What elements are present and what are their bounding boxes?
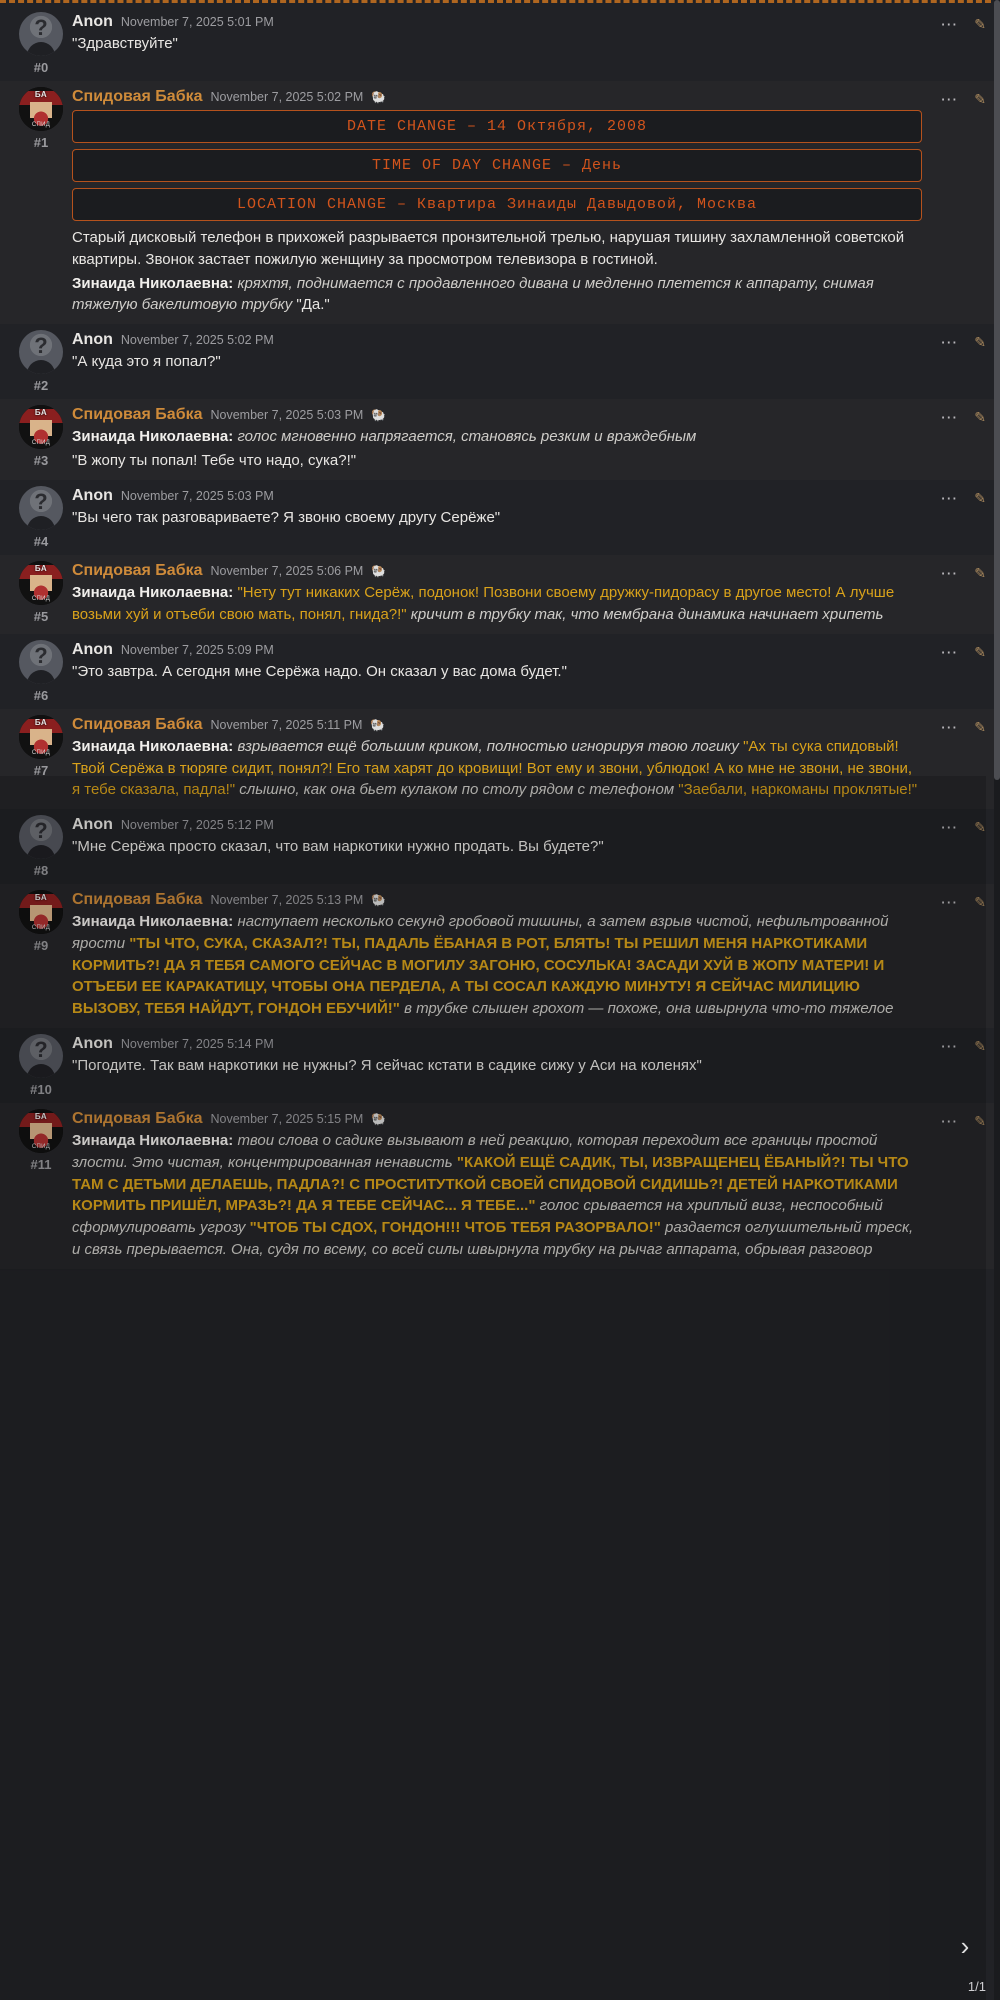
quote-text: "Вы чего так разговариваете? Я звоню своему другу Серёже"	[72, 509, 501, 527]
timestamp: November 7, 2025 5:14 PM	[120, 1036, 274, 1051]
message-header	[72, 1109, 922, 1128]
narration-text: кряхтя, поднимается с продавленного дивана и медленно плетется к аппарату, снимая тяжелую бакелитовую трубку	[72, 274, 874, 314]
message-gutter	[10, 12, 72, 75]
narration-text: Старый дисковый телефон в прихожей разрывается пронзительной трелью, нарушая тишину захламленной советской квартиры. Звонок застает пожилую женщину за просмотром телевизора в гостиной.	[72, 229, 905, 268]
message-header	[72, 715, 922, 734]
ellipsis-icon[interactable]: ⋯	[940, 488, 959, 508]
avatar-label-top: БА	[34, 893, 48, 902]
speaker-label: Зинаида Николаевна:	[72, 274, 234, 292]
scene-change-banner: DATE CHANGE – 14 Октября, 2008	[72, 110, 922, 143]
message-index: #3	[33, 453, 49, 469]
message-line	[72, 736, 922, 801]
message-text	[72, 836, 922, 858]
narration-text: твои слова о садике вызывают в ней реакцию, которая переходит все границы простой злости. Это чистая, концентрированная ненависть	[72, 1132, 878, 1171]
shout-text-2: "Заебали, наркоманы проклятые!"	[678, 781, 918, 799]
message-index: #5	[33, 608, 49, 624]
avatar-label-top: БА	[34, 408, 48, 418]
avatar[interactable]	[19, 87, 63, 131]
message-text	[72, 426, 922, 472]
ellipsis-icon[interactable]: ⋯	[940, 1036, 959, 1056]
message-gutter	[10, 330, 72, 393]
avatar-label-top: БА	[34, 563, 48, 573]
timestamp: November 7, 2025 5:03 PM	[120, 488, 274, 503]
shout-text-2: "ЧТОБ ТЫ СДОХ, ГОНДОН!!! ЧТОБ ТЕБЯ РАЗОРВАЛО!"	[249, 1219, 661, 1237]
author-name[interactable]: Anon	[72, 486, 113, 504]
avatar[interactable]	[19, 12, 63, 56]
message-quote	[72, 836, 922, 858]
message-body	[72, 815, 982, 878]
message-gutter	[10, 561, 72, 628]
author-name[interactable]: Спидовая Бабка	[72, 88, 203, 105]
avatar-label-top: БА	[34, 717, 48, 727]
quote-text: "Это завтра. А сегодня мне Серёжа надо. Он сказал у вас дома будет."	[72, 662, 567, 680]
message-list	[0, 6, 1000, 1269]
ellipsis-icon[interactable]: ⋯	[940, 15, 959, 34]
author-name[interactable]: Спидовая Бабка	[72, 1109, 203, 1127]
message-header	[72, 87, 922, 106]
message-index: #6	[33, 687, 49, 703]
avatar-label-bottom: СПИД	[31, 595, 51, 602]
ellipsis-icon[interactable]: ⋯	[940, 1111, 959, 1131]
message-gutter	[10, 815, 72, 878]
message-header	[72, 1034, 922, 1053]
message-actions	[940, 409, 986, 426]
message-quote	[72, 507, 922, 529]
message-quote	[72, 661, 922, 683]
timestamp: November 7, 2025 5:01 PM	[120, 15, 274, 29]
message-line	[72, 273, 922, 317]
speaker-label: Зинаида Николаевна:	[72, 584, 234, 602]
avatar[interactable]	[19, 561, 63, 605]
message-index: #0	[33, 60, 49, 75]
top-divider	[0, 0, 1000, 3]
message-header	[72, 890, 922, 909]
avatar-label-bottom: СПИД	[31, 440, 51, 447]
message-actions	[940, 894, 986, 911]
message-gutter	[10, 1109, 72, 1263]
quote-text: "А куда это я попал?"	[72, 353, 221, 371]
message-header	[72, 330, 922, 349]
timestamp: November 7, 2025 5:03 PM	[210, 408, 364, 423]
message-1[interactable]	[0, 81, 1000, 324]
bot-badge-icon: 🐏	[371, 90, 387, 104]
author-name[interactable]: Спидовая Бабка	[72, 715, 203, 733]
avatar-label-top: БА	[34, 90, 48, 99]
message-7[interactable]	[0, 709, 1000, 809]
timestamp: November 7, 2025 5:15 PM	[210, 1111, 364, 1126]
avatar-label-bottom: СПИД	[31, 749, 51, 756]
message-index: #8	[33, 863, 49, 878]
message-header	[72, 486, 922, 505]
chevron-right-icon[interactable]: ›	[960, 1931, 970, 1961]
pencil-icon[interactable]: ✎	[974, 718, 986, 735]
message-actions	[940, 1113, 986, 1130]
avatar-label-top: БА	[34, 1111, 48, 1121]
timestamp: November 7, 2025 5:11 PM	[210, 717, 363, 732]
scene-change-banner: TIME OF DAY CHANGE – День	[72, 149, 922, 182]
speaker-label: Зинаида Николаевна:	[72, 428, 234, 446]
message-body	[72, 715, 982, 803]
message-index: #10	[30, 1081, 52, 1097]
bot-badge-icon: 🐏	[371, 408, 387, 423]
author-name[interactable]: Anon	[72, 640, 113, 658]
message-body	[72, 1109, 982, 1263]
message-actions	[940, 719, 986, 736]
pencil-icon[interactable]: ✎	[974, 1037, 986, 1054]
message-gutter	[10, 715, 72, 803]
ellipsis-icon[interactable]: ⋯	[940, 818, 959, 837]
ellipsis-icon[interactable]: ⋯	[940, 717, 959, 737]
ellipsis-icon[interactable]: ⋯	[940, 408, 959, 428]
avatar-label-bottom: СПИД	[31, 1143, 51, 1150]
author-name[interactable]: Anon	[72, 13, 113, 30]
scene-change-banner: LOCATION CHANGE – Квартира Зинаиды Давыдовой, Москва	[72, 188, 922, 221]
message-line	[72, 1130, 922, 1261]
bot-badge-icon: 🐏	[371, 563, 387, 578]
author-name[interactable]: Спидовая Бабка	[72, 891, 203, 908]
message-3[interactable]	[0, 399, 1000, 480]
timestamp: November 7, 2025 5:02 PM	[210, 90, 364, 104]
narration-text-2: голос срывается на хриплый визг, неспособный сформулировать угрозу	[72, 1197, 883, 1237]
message-body	[72, 87, 982, 318]
avatar[interactable]	[19, 1109, 63, 1153]
pencil-icon[interactable]: ✎	[974, 819, 986, 835]
message-actions	[940, 334, 986, 351]
avatar[interactable]	[19, 640, 63, 684]
message-actions	[940, 819, 986, 836]
message-actions	[940, 644, 986, 661]
pencil-icon[interactable]: ✎	[974, 91, 986, 107]
ellipsis-icon[interactable]: ⋯	[940, 893, 959, 912]
scrollbar-thumb[interactable]	[994, 0, 1000, 780]
narration-text-3: раздается оглушительный треск, и связь прерывается. Она, судя по всему, со всей силы швырнула трубку на рычаг аппарата, обрывая разговор	[72, 1219, 914, 1258]
message-line	[72, 582, 922, 626]
pencil-icon[interactable]: ✎	[974, 894, 986, 910]
message-text	[72, 1055, 922, 1077]
pencil-icon[interactable]: ✎	[974, 564, 986, 581]
message-gutter	[10, 486, 72, 549]
shout-text: "КАКОЙ ЕЩЁ САДИК, ТЫ, ИЗВРАЩЕНЕЦ ЁБАНЫЙ?! ТЫ ЧТО ТАМ С ДЕТЬМИ ДЕЛАЕШЬ, ПАДЛА?! С ПРОСТИТУТКОЙ СВОЕЙ СПИДОВОЙ СИДИШЬ?! ДЕТЕЙ НАРКОТИКАМИ КОРМИТЬ ПРИШЁЛ, МРАЗЬ?! ДА Я ТЕБЕ СЕЙЧАС... Я ТЕБЕ..."	[72, 1153, 909, 1215]
message-text	[72, 351, 922, 373]
message-0[interactable]	[0, 6, 1000, 81]
shout-text: "ТЫ ЧТО, СУКА, СКАЗАЛ?! ТЫ, ПАДАЛЬ ЁБАНАЯ В РОТ, БЛЯТЬ! ТЫ РЕШИЛ МЕНЯ НАРКОТИКАМИ КОРМИТЬ?! ДА Я ТЕБЯ САМОГО СЕЙЧАС В МОГИЛУ ЗАГОНЮ, СОСУЛЬКА! ЗАСАДИ ХУЙ В ЖОПУ МАТЕРИ! И ОТЪЕБИ ЕЕ КАРАКАТИЦУ, ЧТОБЫ ОНА ПЕРДЕЛА, А ТЫ СОСАЛ КАЖДУЮ МИНУТУ! Я СЕЙЧАС МИЛИЦИЮ ВЫЗОВУ, ТЕБЯ НАЙДУТ, ГОНДОН ЕБУЧИЙ!"	[72, 934, 885, 1018]
timestamp: November 7, 2025 5:09 PM	[120, 642, 274, 657]
narration-text: кричит в трубку так, что мембрана динамика начинает хрипеть	[410, 605, 884, 623]
pencil-icon[interactable]: ✎	[974, 489, 986, 506]
message-header	[72, 561, 922, 580]
message-header	[72, 640, 922, 659]
message-narration	[72, 227, 922, 271]
message-body	[72, 330, 982, 393]
scrollbar-track[interactable]	[994, 0, 1000, 2000]
timestamp: November 7, 2025 5:02 PM	[120, 333, 274, 348]
message-body	[72, 640, 982, 703]
ellipsis-icon[interactable]: ⋯	[940, 90, 959, 109]
message-actions	[940, 1038, 986, 1055]
avatar[interactable]	[19, 405, 63, 449]
quote-text: "В жопу ты попал! Тебе что надо, сука?!"	[72, 452, 357, 470]
bot-badge-icon: 🐏	[371, 893, 387, 907]
pencil-icon[interactable]: ✎	[974, 409, 986, 426]
message-text	[72, 582, 922, 626]
avatar[interactable]	[19, 486, 63, 530]
quote-text: "Здравствуйте"	[72, 35, 178, 53]
message-header	[72, 405, 922, 424]
avatar[interactable]	[19, 715, 63, 759]
message-11[interactable]	[0, 1103, 1000, 1269]
narration-text: наступает несколько секунд гробовой тишины, а затем взрыв чистой, нефильтрованной ярости	[72, 913, 889, 952]
bot-badge-icon: 🐏	[370, 717, 386, 732]
message-quote	[72, 1055, 922, 1077]
ellipsis-icon[interactable]: ⋯	[940, 642, 959, 662]
timestamp: November 7, 2025 5:06 PM	[210, 563, 364, 578]
narration-text-2: в трубке слышен грохот — похоже, она швырнула что-то тяжелое	[404, 1000, 894, 1018]
message-gutter	[10, 1034, 72, 1097]
author-name[interactable]: Anon	[72, 331, 113, 349]
author-name[interactable]: Спидовая Бабка	[72, 561, 203, 579]
narration-text: голос мгновенно напрягается, становясь резким и враждебным	[237, 428, 697, 446]
quote-text: "Погодите. Так вам наркотики не нужны? Я сейчас кстати в садике сижу у Аси на коленях"	[72, 1057, 702, 1075]
message-9[interactable]	[0, 884, 1000, 1028]
avatar[interactable]	[19, 330, 63, 374]
message-index: #2	[33, 378, 49, 394]
message-quote	[72, 450, 922, 472]
avatar[interactable]	[19, 1034, 63, 1078]
message-quote	[72, 33, 922, 55]
pencil-icon[interactable]: ✎	[974, 643, 986, 660]
message-body	[72, 405, 982, 474]
message-index: #9	[33, 938, 49, 953]
message-body	[72, 890, 982, 1022]
message-actions	[940, 91, 986, 108]
message-gutter	[10, 640, 72, 703]
message-actions	[940, 565, 986, 582]
message-8[interactable]	[0, 809, 1000, 884]
message-text	[72, 33, 922, 55]
message-actions	[940, 16, 986, 33]
avatar-label-bottom: СПИД	[31, 925, 51, 931]
message-5[interactable]	[0, 555, 1000, 634]
avatar[interactable]	[19, 815, 63, 859]
narration-text-2: слышно, как она бьет кулаком по столу рядом с телефоном	[239, 781, 675, 799]
ellipsis-icon[interactable]: ⋯	[940, 333, 959, 353]
message-body	[72, 561, 982, 628]
speaker-label: Зинаида Николаевна:	[72, 913, 234, 931]
message-6[interactable]	[0, 634, 1000, 709]
author-name[interactable]: Спидовая Бабка	[72, 406, 203, 424]
message-10[interactable]	[0, 1028, 1000, 1103]
narration-text: взрывается ещё большим криком, полностью игнорируя твою логику	[237, 737, 739, 755]
shout-text: "Нету тут никаких Серёж, подонок! Позвони своему дружку-пидорасу в другое место! А лучше возьми хуй и отъеби свою мать, понял, гнида?!"	[72, 584, 895, 623]
message-index: #11	[30, 1156, 52, 1172]
avatar-label-bottom: СПИД	[31, 122, 51, 128]
message-header	[72, 815, 922, 834]
message-line	[72, 911, 922, 1020]
pager-label: 1/1	[967, 1979, 986, 1994]
pencil-icon[interactable]: ✎	[974, 1112, 986, 1129]
message-4[interactable]	[0, 480, 1000, 555]
message-actions	[940, 490, 986, 507]
avatar[interactable]	[19, 890, 63, 934]
message-text	[72, 911, 922, 1020]
message-text	[72, 1130, 922, 1261]
message-body	[72, 12, 982, 75]
message-text	[72, 507, 922, 529]
timestamp: November 7, 2025 5:13 PM	[210, 893, 364, 907]
quote-text: "Да."	[296, 296, 330, 314]
message-2[interactable]	[0, 324, 1000, 399]
message-text	[72, 227, 922, 316]
message-body	[72, 486, 982, 549]
shout-text: "Ах ты сука спидовый! Твой Серёжа в тюряге сидит, понял?! Его там харят до кровищи! Вот ему и звони, ублюдок! А ко мне не звони, не звони, я тебе сказала, падла!"	[72, 737, 913, 799]
ellipsis-icon[interactable]: ⋯	[940, 563, 959, 583]
message-header	[72, 12, 922, 31]
speaker-label: Зинаида Николаевна:	[72, 1132, 234, 1150]
bot-badge-icon: 🐏	[371, 1111, 387, 1126]
timestamp: November 7, 2025 5:12 PM	[120, 818, 274, 832]
message-text	[72, 661, 922, 683]
message-gutter	[10, 87, 72, 318]
pencil-icon[interactable]: ✎	[974, 16, 986, 32]
message-quote	[72, 351, 922, 373]
message-text	[72, 736, 922, 801]
message-gutter	[10, 405, 72, 474]
message-index: #7	[33, 762, 49, 778]
quote-text: "Мне Серёжа просто сказал, что вам наркотики нужно продать. Вы будете?"	[72, 838, 604, 856]
message-line	[72, 426, 922, 448]
message-index: #1	[33, 135, 49, 150]
message-body	[72, 1034, 982, 1097]
message-gutter	[10, 890, 72, 1022]
message-index: #4	[33, 533, 49, 549]
pencil-icon[interactable]: ✎	[974, 334, 986, 351]
author-name[interactable]: Anon	[72, 1034, 113, 1052]
speaker-label: Зинаида Николаевна:	[72, 737, 234, 755]
author-name[interactable]: Anon	[72, 816, 113, 833]
